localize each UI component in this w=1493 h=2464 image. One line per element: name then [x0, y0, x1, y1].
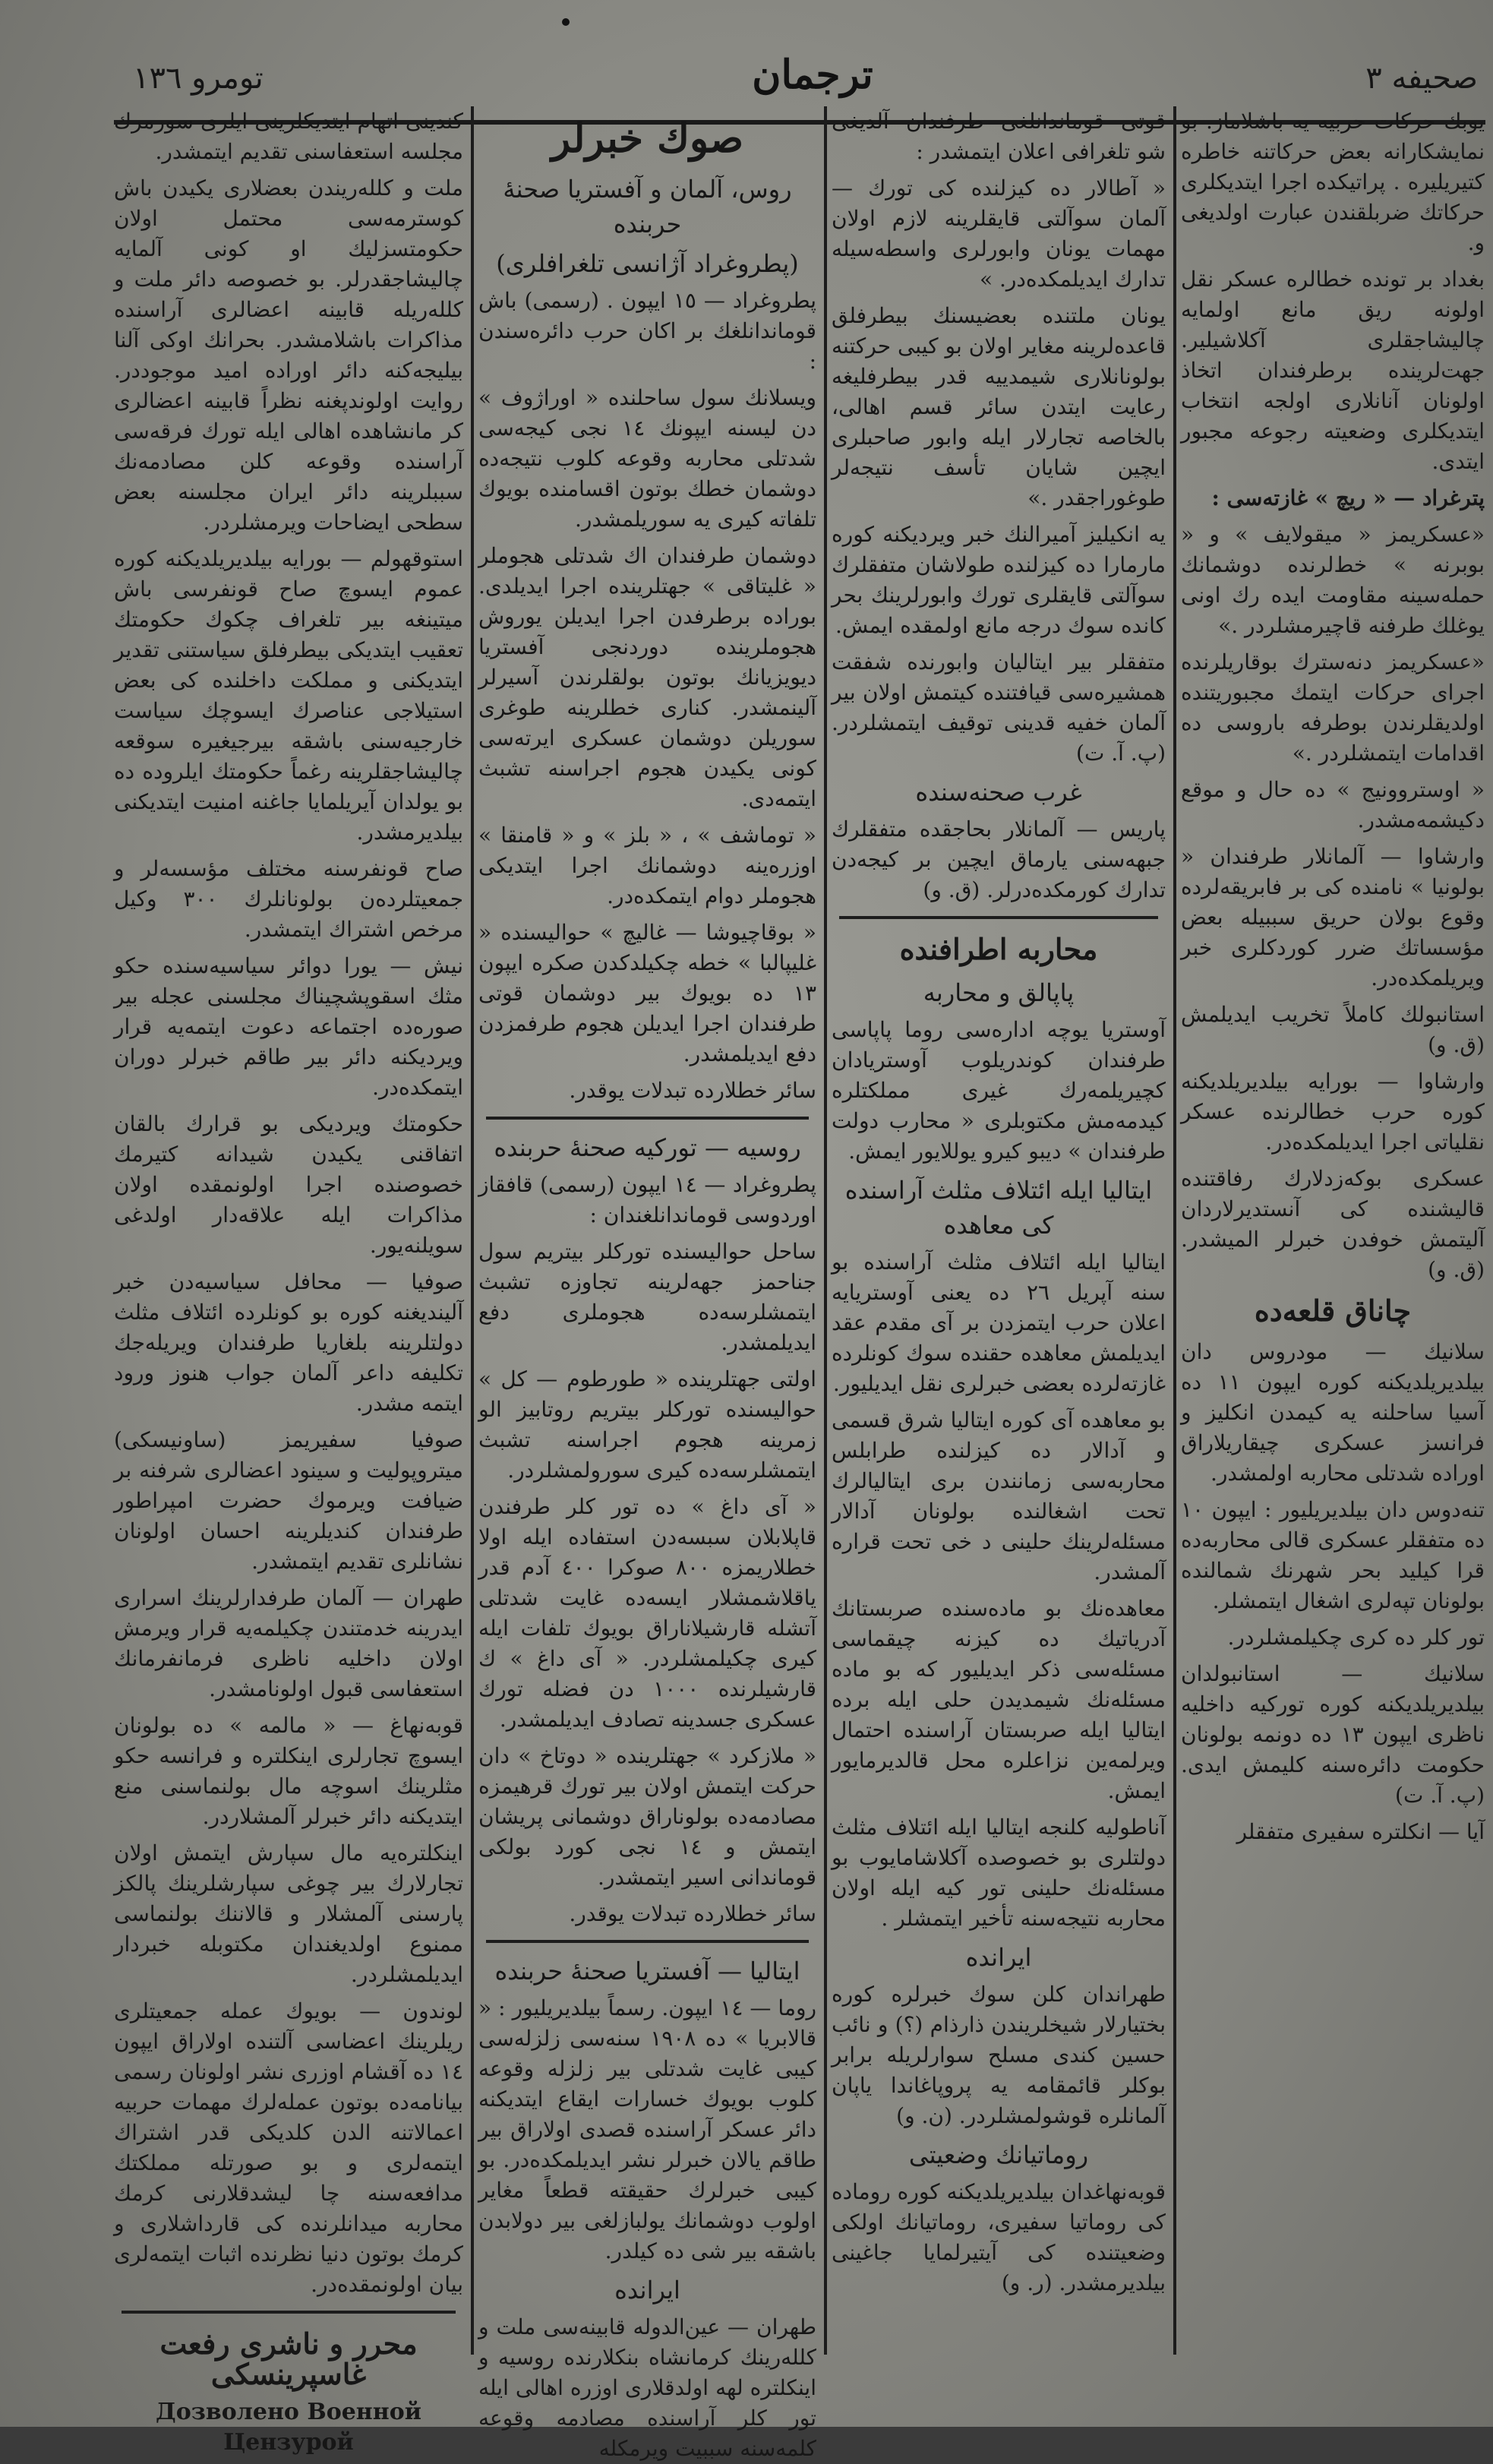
article-paragraph: تنه‌دوس دان بيلديريليور : ايپون ١٠ ده متفقلر عسكرى قالى محاربه‌ده قرا كيليد بحر شهرنك شمالنده بولونان تپه‌لرى اشغال ايتمشلر. [1181, 1497, 1485, 1613]
section-subheading: (پطروغراد آژانسى تلغرافلرى) [496, 249, 799, 278]
article-paragraph: پاريس — آلمانلار بحاجقده متفقلرك جبهه‌سنى يارماق ايچين بر كيجه‌دن تدارك كورمكده‌درلر. (ق. و) [832, 817, 1166, 902]
column-rule [1173, 106, 1176, 2355]
column-far-right [1181, 106, 1485, 2347]
article-paragraph: يه انكيليز آميرالنك خبر ويرديكنه كوره مارمارا ده كيزلنده طولاشان متفقلرك سوآلتى قايقلرى تورك وابورلرينك بحر كانده سوك درجه مانع اولمقده ايمش. [832, 522, 1166, 638]
masthead [0, 30, 1493, 106]
article-paragraph: « بوقاچيوشا — غاليچ » حواليسنده « غليپالبا » خطه چكيلدكدن صكره ايپون ١٣ ده بويوك بير دوشمان قوتى طرفندان اجرا ايديلن هجوم طرفمزدن دفع ايديلمشدر. [478, 920, 816, 1066]
section-heading: محاربه اطرافنده [899, 932, 1098, 966]
page-number: صحيفه ٣ [1365, 61, 1478, 96]
article-paragraph: عسكرى بوكه‌زدلارك رفاقتنده قاليشنده كى آنستديرلاردان آليتمش خوفدن خبرلر الميشدر. (ق. و) [1181, 1166, 1485, 1282]
article-paragraph: كندينى اتهام ايتديكلرينى ايلرى سورمرك مجلسه استعفاسنى تقديم ايتمشدر. [114, 109, 463, 164]
article-paragraph: يونان ملتنده بعضيسنك بيطرفلق قاعده‌لرينه مغاير اولان بو كيبى حركتنه بولونانلارى شيمدييه قدر بيطرفليغه رعايت ايتدن سائر قسم اهالى، بالخاصه تجارلار ايله وابور صاحبلرى ايچين شايان تأسف نتيجه‌لر طوغوراجقدر .» [832, 303, 1166, 510]
article-paragraph: آناطوليه كلنجه ايتاليا ايله ائتلاف مثلث دولتلرى بو خصوصده آكلاشامايوب بو مسئله‌نك حلينى تور كيه ايله اولان محاربه نتيجه‌سنه تأخير ايتمشلر . [832, 1815, 1166, 1931]
article-paragraph: صوفيا — محافل سياسيه‌دن خبر آلينديغنه كوره بو كونلرده ائتلاف مثلث دولتلرينه بلغاريا طرفندان ويريله‌جك تكليفه داعر آلمان جواب هنوز ورود ايتمه مشدر. [114, 1269, 463, 1416]
article-paragraph: « توماشف » ، « بلز » و « قامنقا » اوزره‌ينه دوشمانك اجرا ايتديكى هجوملر دوام ايتمكده‌در. [478, 823, 816, 908]
article-paragraph: سائر خطلارده تبدلات يوقدر. [569, 1901, 816, 1926]
article-paragraph: قوتى قوماندانلغى طرفندان آلديغى شو تلغرافى اعلان ايتمشدر : [832, 109, 1166, 164]
article-paragraph: تور كلر ده كرى چكيلمشلردر. [1227, 1625, 1485, 1650]
article-paragraph: اينكلتره‌يه مال سپارش ايتمش اولان تجارلارك بير چوغى سپارشلرينك پالكز پارسنى آلمشلار و قالاننك بولنماسى ممنوع اولديغندان مكتوبله خبردار ايديلمشلردر. [114, 1840, 463, 1987]
article-paragraph: استانبولك كاملاً تخريب ايديلمش (ق. و) [1181, 1002, 1485, 1057]
section-rule [486, 1940, 809, 1943]
article-paragraph: وارشاوا — آلمانلار طرفندان « بولونيا » نامنده كى بر فابريقه‌لرده وقوع بولان حريق سببيله بعض مؤسساتك ضرر كوردكلرى خبر ويريلمكده‌در. [1181, 844, 1485, 990]
ink-dot [562, 18, 570, 26]
article-paragraph: بو معاهده آى كوره ايتاليا شرق قسمى و آدالار ده كيزلنده طرابلس محاربه‌سى زمانندن برى ايتاليالرك تحت اشغالنده بولونان آدالار مسئله‌لرينك حلينى د خى تحت قراره آلمشدر. [832, 1407, 1166, 1584]
section-subheading: روس، آلمان و آفستريا صحنهٔ حربنده [503, 175, 792, 239]
article-paragraph: « ملازكرد » جهتلرينده « دوتاخ » دان حركت ايتمش اولان بير تورك قرهيمزه مصادمه‌ده بولوناراق دوشمانى پريشان ايتمش و ١٤ نجى كورد بولكى قوماندانى اسير ايتمشدر. [478, 1743, 816, 1890]
article-paragraph: ساحل حواليسنده توركلر بيتريم سول جناحمز جهه‌لرينه تجاوزه تشبث ايتمشلرسه‌ده هجوملرى دفع ايديلمشدر. [478, 1239, 816, 1355]
article-paragraph: معاهده‌نك بو ماده‌سنده صربستانك آدرياتيك ده كيزنه چيقماسى مسئله‌سى ذكر ايديليور كه بو ماده مسئله‌نك شيمديدن حلى ايله برده ايتاليا ايله صربستان آراسنده احتمال ويرلمه‌ين نزاعلره محل قالديرمايور ايمش. [832, 1596, 1166, 1803]
article-paragraph: بغداد بر تونده خطالره عسكر نقل اولونه ريق مانع اولمايه چاليشاجقلرى آكلاشيلير. جهت‌لرينده برطرفندان اتخاذ اولونان آنانلارى اولجه انتخاب ايتديكلرى وضعيته رجوعه مجبور ايتدى. [1181, 267, 1485, 474]
article-paragraph: «عسكريمز دنه‌سترك بوقاريلرنده اجراى حركات ايتمك مجبوريتنده اولديقلرندن بوطرفه باروسى ده اقدامات ايتمشلردر .» [1181, 649, 1485, 766]
column-center-left [478, 106, 817, 2461]
article-paragraph: ويسلانك سول ساحلنده « اوراژوف » دن ليسنه ايپونك ١٤ نجى كيجه‌سى شدتلى محاربه وقوعه كلوب نتيجه‌ده دوشمان خطك بوتون اقسامنده بويوك تلفاته كيرى يه سوريلمشدر. [478, 385, 817, 532]
article-paragraph: سلانيك — استانبولدان بيلديريلديكنه كوره توركيه داخليه ناظرى ايپون ١٣ ده دونمه بولونان حكومت دائره‌سنه كليمش ايدى. (پ. آ. ت) [1181, 1661, 1485, 1808]
article-paragraph: « آطالار ده كيزلنده كى تورك — آلمان سوآلتى قايقلرينه لازم اولان مهمات يونان وابورلرى واسطه‌سيله تدارك ايديلمكده‌در. » [832, 175, 1166, 292]
article-paragraph: متفقلر بير ايتاليان وابورنده شفقت همشيره‌سى قيافتنده كيتمش اولان بير آلمان خفيه قدينى توقيف ايتمشلردر. (پ. آ. ت) [832, 649, 1166, 766]
section-rule [122, 2311, 456, 2314]
article-paragraph: « آى داغ » ده تور كلر طرفندن قاپلابلان سبسه‌دن استفاده ايله اولا خطلاريمزه ٨٠٠ صوكرا ٤٠٠ آدم قدر ياقلاشمشلار ايسه‌ده غايت شدتلى آتشله قارشيلاناراق بويوك تلفات ايله كيرى چكيلمشلردر. « آى داغ » ك قارشيلرنده ١٠٠٠ دن فضله تورك عسكرى جسدينه تصادف ايديلمشدر. [478, 1494, 816, 1732]
article-paragraph: استوقهولم — بورايه بيلديريلديكنه كوره عموم ايسوچ صاح قونفرسى باش ميتينغه بير تلغراف چكوك حكومتك تعقيب ايتديكى بيطرفلق سياستنى تقدير ايتديكنى و مملكت داخلنده كى بعض استيلاجى عناصرك ايسوچك سياست خارجيه‌سنى باشقه بيرجيغيره سوقعه چاليشاجقلرينه رغماً حكومتك ايلروده ده بو يولدان آيريلمايا جاغنه امنيت ايتديكنى بيلديرمشدر. [114, 546, 463, 845]
article-paragraph: پطروغراد — ١٥ ايپون . (رسمى) باش قوماندانلغك بر اكان حرب دائره‌سندن : [478, 288, 816, 374]
column-far-left [114, 106, 463, 2456]
article-paragraph: وارشاوا — بورايه بيلديريلديكنه كوره حرب خطالرنده عسكر نقلياتى اجرا ايديلمكده‌در. [1181, 1069, 1485, 1155]
article-paragraph: پطروغراد — ١٤ ايپون (رسمى) قافقاز اوردوسى قوماندانلغندان : [478, 1172, 817, 1227]
column-center-right [832, 106, 1166, 2347]
section-heading: صوك خبرلر [551, 115, 744, 162]
article-paragraph: سلانيك — مودروس دان بيلديريلديكنه كوره ايپون ١١ ده آسيا ساحلنه يه كيمدن انكليز و فرانسز عسكرى چيقاريلاراق اوراده شدتلى محاربه اولمشدر. [1181, 1339, 1485, 1486]
article-paragraph: « اوستروونيج » ده حال و موقع دكيشمه‌مشدر. [1181, 777, 1485, 832]
section-subheading: روسيه — توركيه صحنهٔ حربنده [494, 1133, 801, 1162]
issue-number: تومرو ١٣٦ [133, 61, 264, 96]
article-paragraph: طهراندان كلن سوك خبرلره كوره بختيارلار شيخلريندن ذارذام (؟) و نائب حسين كندى مسلح سوارلريله برابر بوكلر قائمقامه يه پروپاغاندا ياپان آلمانلره قوشولمشلردر. (ن. و) [832, 1982, 1166, 2128]
article-paragraph: آوستريا يوچه اداره‌سى روما پاپاسى طرفندان كوندريلوب آوستريادان كچيريلمه‌رك غيرى مملكتلره كيدمه‌مش مكتوبلرى « محارب دولت طرفندان » ديبو كيرو يوللايور ايمش. [832, 1017, 1166, 1164]
column-rule [824, 106, 827, 2355]
article-paragraph: قوبه‌نهاغ — « مالمه » ده بولونان ايسوچ تجارلرى اينكلتره و فرانسه حكو مثلرينك اسوچه مال بولنماسنى منع ايتديكنه دائر خبرلر آلمشلاردر. [114, 1713, 463, 1829]
column-rule [471, 106, 474, 2355]
article-paragraph: آيا — انكلتره سفيرى متفقلر [1236, 1819, 1485, 1844]
article-paragraph: طهران — آلمان طرفدارلرينك اسرارى ايدرينه خدمتندن چكيلمه‌يه قرار ويرمش اولان داخليه ناظرى فرمانفرمانك استعفاسى قبول اولونامشدر. [114, 1585, 463, 1701]
article-paragraph: صوفيا سفيريمز (ساونيسكى) ميتروپوليت و سينود اعضالرى شرفنه بر ضيافت ويرموك حضرت امپراطور طرفندان كنديلرينه احسان اولونان نشانلرى تقديم ايتمشدر. [114, 1427, 463, 1574]
section-heading: چاناق قلعه‌ده [1254, 1294, 1412, 1328]
section-heading: غرب صحنه‌سنده [915, 778, 1082, 807]
section-subheading: پاپالق و محاربه [923, 978, 1075, 1007]
article-paragraph: پترغراد — « ريچ » غازته‌سى : [1211, 485, 1485, 510]
editor-signature: محرر و ناشرى رفعت غاسپرينسكى [159, 2327, 418, 2391]
section-subheading: ايرانده [614, 2276, 680, 2304]
article-paragraph: يوبك حركات حربيه يه باشلاماز. بو نمايشكارانه بعض حركاتنه خاطره كتيريليره . پراتيكده اجرا ايتديكلرى حركاتك ضربلقندن عبارت اولديغى و. [1181, 109, 1485, 255]
section-subheading: روماتيانك وضعيتى [908, 2140, 1089, 2169]
section-rule [839, 916, 1158, 919]
article-paragraph: سائر خطلارده تبدلات يوقدر. [569, 1078, 816, 1103]
article-paragraph: دوشمان طرفندان اك شدتلى هجوملر « غليتاقى » جهتلرينده اجرا ايديلدى. بوراده برطرفدن اجرا ايديلن يوروش هجوملرينده دوردنجى آفستريا ديويزيانك بوتون بولقلرندن آسيرلر آلينمشدر. كنارى خطلرينه طوغرى سوريلن دوشمان عسكرى ايرته‌سى كونى يكيدن هجوم اجراسنه تشبث ايتمه‌دى. [478, 543, 816, 811]
article-paragraph: ايتاليا ايله ائتلاف مثلث آراسنده بو سنه آپريل ٢٦ ده يعنى آوستريايه اعلان حرب ايتمزدن بر آى مقدم عقد ايديلمش معاهده حقنده سوك كونلرده غازته‌لرده بعضى خبرلرى نقل ايديليور. [832, 1249, 1166, 1396]
article-paragraph: قوبه‌نهاغدان بيلديريلديكنه كوره روماده كى روماتيا سفيرى، روماتيانك اولكى وضعيتنده كى آيتيرلمايا جاغينى بيلديرمشدر. (ر. و) [832, 2179, 1166, 2295]
article-paragraph: نيش — يورا دوائر سياسيه‌سنده حكو مثك اسقوپشچيناك مجلسنى عجله بير صوره‌ده اجتماعه دعوت ايتمه‌يه قرار ويرديكنه دائر بير طاقم خبرلر دوران ايتمكده‌در. [114, 953, 463, 1100]
article-paragraph: صاح قونفرسنه مختلف مؤسسه‌لر و جمعيتلرده‌ن بولونانلرك ٣٠٠ وكيل مرخص اشتراك ايتمشدر. [114, 856, 463, 942]
article-paragraph: طهران — عين‌الدوله قابينه‌سى ملت و كلله‌رينك كرمانشاه بنكلارنده روسيه و اينكلتره لهه اولدقلارى اوزره اهالى ايله تور كلر آراسنده مصادمه وقوعه كلمه‌سنه سببيت ويرمكله [478, 2314, 816, 2461]
section-subheading: ايتاليا ايله ائتلاف مثلث آراسنده كى معاهده [844, 1176, 1153, 1240]
section-rule [486, 1117, 809, 1120]
censor-note: Дозволено Военной Цензурой [156, 2399, 421, 2456]
newspaper-title: ترجمان [752, 52, 873, 98]
section-subheading: ايرانده [965, 1943, 1032, 1972]
article-paragraph: «عسكريمز « ميقولايف » و « بوبرنه » خط‌لرنده دوشمانك حمله‌سينه مقاومت ايده رك اونى يوغلك طرفنه قاچيرمشلردر .» [1181, 522, 1485, 638]
article-paragraph: لوندون — بويوك عمله جمعيتلرى ريلرينك اعضاسى آلتنده اولاراق ايپون ١٤ ده آقشام اوزرى نشر اولونان رسمى بيانامه‌ده بوتون عمله‌لرك مهمات حربيه اعمالاتنه الدن كلديكى قدر اشتراك ايتمه‌لرى و بو صورتله مملكتك مدافعه‌سنه چا ليشدقلارنى كرمك محاربه ميدانلرنده كى قارداشلارى و كرمك بوتون دنيا نظرنده اثبات ايتمه‌لرى بيان اولونمقده‌در. [114, 1998, 463, 2297]
section-subheading: ايتاليا — آفستريا صحنهٔ حربنده [494, 1957, 800, 1985]
article-paragraph: اولتى جهتلرينده « طورطوم — كل » حواليسنده توركلر بيتريم روتابيز الو زمرينه هجوم اجراسنه تشبث ايتمشلرسه‌ده كيرى سورولمشلردر. [478, 1366, 816, 1483]
article-paragraph: ملت و كلله‌ريندن بعضلارى يكيدن باش كوسترمه‌سى محتمل اولان حكومتسزليك او كونى آلمايه چاليشاجقدرلر. بو خصوصه دائر ملت و كلله‌ريله قابينه اعضالرى آراسنده مذاكرات باشلامشدر. بحرانك اوكى آلنا بيليجه‌كنه دائر اوراده اميد موجوددر. روايت اولوندپغنه نظراً قابينه اعضالرى كر مانشاهده اهالى ايله تورك فرقه‌سى آراسنده وقوعه كلن مصادمه‌نك سببلرينه دائر ايران مجلسنه بعض سطحى ايضاحات ويرمشلردر. [114, 175, 463, 535]
article-paragraph: حكومتك ويرديكى بو قرارك بالقان اتفاقنى يكيدن شيدانه كتيرمك خصوصنده اجرا اولونمقده اولان مذاكرات ايله علاقه‌دار اولدغى سويلنه‌يور. [114, 1111, 463, 1258]
article-paragraph: روما — ١٤ ايپون. رسماً بيلديريليور : « قالابريا » ده ١٩٠٨ سنه‌سى زلزله‌سى كيبى غايت شدتلى بير زلزله وقوعه كلوب بويوك خسارات ايقاع ايتديكنه دائر عسكر آراسنده قصدى اولاراق بير طاقم يالان خبرلر نشر ايديلمكده‌در. بو كيبى خبرلرك حقيقته قطعاً مغاير اولوب دوشمانك يولبازلغى بير دولابدن باشقه بير شى ده كيلدر. [478, 1995, 816, 2263]
